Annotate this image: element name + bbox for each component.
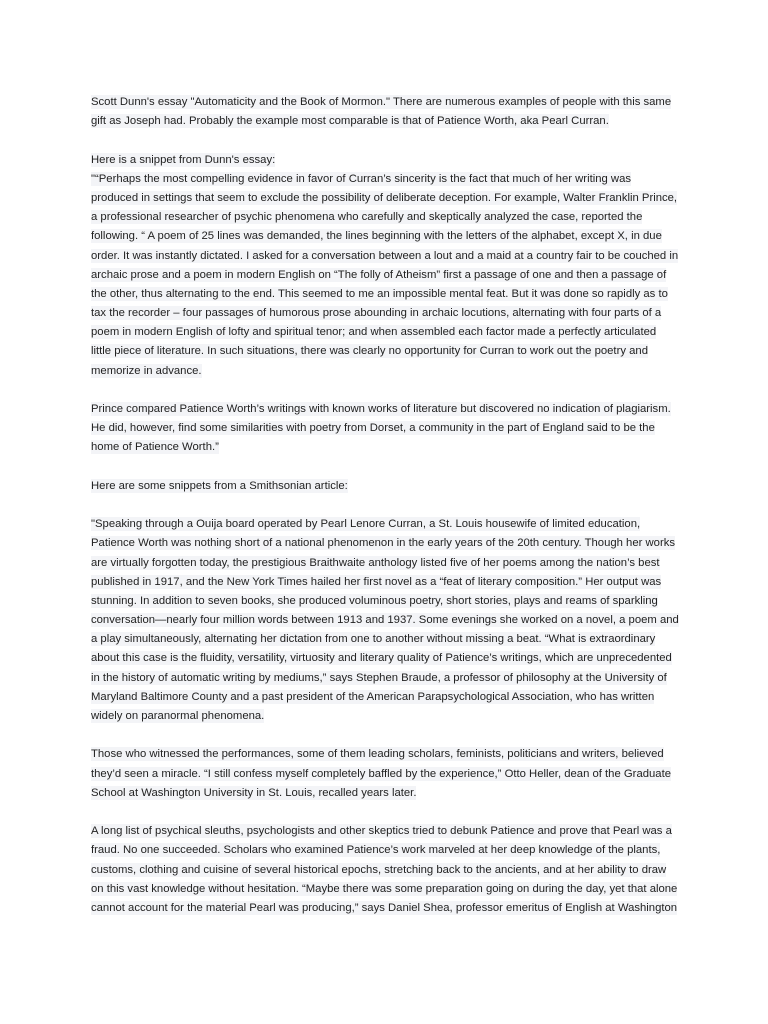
text-line-content: are virtually forgotten today, the prestigious Braithwaite anthology listed five of her poems among the nation’s best (91, 556, 660, 569)
text-line-content: A long list of psychical sleuths, psychologists and other skeptics tried to debunk Patience and prove that Pearl was a (91, 825, 672, 838)
text-line (91, 304, 685, 323)
text-line (91, 880, 685, 899)
text-line (91, 362, 685, 381)
text-line-content: about this case is the fluidity, versatility, virtuosity and literary quality of Patience’s writings, which are unprecedented (91, 652, 672, 665)
text-line-content: in the history of automatic writing by mediums,” says Stephen Braude, a professor of philosophy at the University of (91, 671, 667, 684)
paragraph-gap (91, 803, 685, 822)
text-line-content: following. “ A poem of 25 lines was demanded, the lines beginning with the letters of the alphabet, except X, in due (91, 230, 662, 243)
text-line (91, 342, 685, 361)
text-line-content: gift as Joseph had. Probably the example most comparable is that of Patience Worth, aka Pearl Curran. (91, 115, 609, 128)
paragraph (91, 151, 685, 381)
text-line-content: Here is a snippet from Dunn's essay: (91, 153, 276, 166)
text-line (91, 669, 685, 688)
text-line-content: memorize in advance. (91, 364, 202, 377)
text-line (91, 93, 685, 112)
text-line (91, 861, 685, 880)
text-line (91, 592, 685, 611)
text-line-content: home of Patience Worth.” (91, 441, 219, 454)
text-line-content: He did, however, find some similarities with poetry from Dorset, a community in the part of England said to be the (91, 422, 655, 435)
text-line-content: Prince compared Patience Worth’s writings with known works of literature but discovered no indication of plagiarism. (91, 403, 671, 415)
text-line (91, 822, 685, 841)
text-line-content: widely on paranormal phenomena. (91, 710, 265, 722)
text-line (91, 784, 685, 803)
text-line (91, 438, 685, 457)
paragraph-gap (91, 496, 685, 515)
text-line-content: Maryland Baltimore County and a past president of the American Parapsychological Association, who has written (91, 690, 655, 703)
text-line (91, 400, 685, 419)
paragraph (91, 745, 685, 803)
text-line-content: archaic prose and a poem in modern English on “The folly of Atheism” first a passage of one and then a passage of (91, 268, 667, 281)
text-line-content: "“Perhaps the most compelling evidence in favor of Curran’s sincerity is the fact that much of her writing was (91, 172, 632, 185)
text-line-content: produced in settings that seem to exclude the possibility of deliberate deception. For example, Walter Franklin Prince, (91, 191, 678, 204)
paragraph-gap (91, 131, 685, 150)
text-line (91, 189, 685, 208)
text-line (91, 688, 685, 707)
text-line-content: published in 1917, and the New York Times hailed her first novel as a “feat of literary composition.” Her output was (91, 575, 662, 588)
text-line (91, 630, 685, 649)
paragraph-gap (91, 381, 685, 400)
text-line (91, 208, 685, 227)
text-line (91, 323, 685, 342)
text-line-content: poem in modern English of lofty and spiritual tenor; and when assembled each factor made a perfectly articulated (91, 326, 657, 339)
text-line-content: stunning. In addition to seven books, she produced voluminous poetry, short stories, plays and reams of sparkling (91, 594, 658, 607)
paragraph (91, 477, 685, 496)
text-line (91, 611, 685, 630)
text-line-content: Scott Dunn's essay "Automaticity and the Book of Mormon." There are numerous examples of people with this same (91, 96, 672, 108)
text-line (91, 151, 685, 170)
text-line (91, 515, 685, 534)
text-line (91, 227, 685, 246)
text-line-content: Those who witnessed the performances, some of them leading scholars, feminists, politicians and writers, believed (91, 748, 664, 761)
text-line (91, 573, 685, 592)
text-line (91, 266, 685, 285)
text-line-content: School at Washington University in St. Louis, recalled years later. (91, 786, 417, 799)
text-line-content: the other, thus alternating to the end. This seemed to me an impossible mental feat. But it was done so rapidly as to (91, 287, 668, 300)
text-line-content: they’d seen a miracle. “I still confess myself completely baffled by the experience,” Otto Heller, dean of the Graduate (91, 767, 671, 780)
text-line (91, 745, 685, 764)
text-line (91, 247, 685, 266)
text-line (91, 841, 685, 860)
text-line-content: little piece of literature. In such situations, there was clearly no opportunity for Curran to work out the poetry and (91, 345, 648, 358)
text-line-content: a professional researcher of psychic phenomena who carefully and skeptically analyzed the case, reported the (91, 211, 643, 224)
text-line (91, 112, 685, 131)
text-line (91, 170, 685, 189)
text-line (91, 477, 685, 496)
text-line (91, 707, 685, 726)
paragraph (91, 93, 685, 131)
text-line (91, 899, 685, 918)
text-line (91, 285, 685, 304)
text-line-content: order. It was instantly dictated. I asked for a conversation between a lout and a maid at a country fair to be couched in (91, 249, 679, 262)
paragraph (91, 515, 685, 726)
paragraph (91, 400, 685, 458)
text-line-content: Here are some snippets from a Smithsonian article: (91, 479, 348, 492)
text-line-content: "Speaking through a Ouija board operated by Pearl Lenore Curran, a St. Louis housewife of limited education, (91, 518, 641, 531)
document-page (91, 93, 685, 918)
text-line-content: tax the recorder – four passages of humorous prose abounding in archaic locutions, alternating with four parts of a (91, 307, 662, 320)
text-line-content: customs, clothing and cuisine of several historical epochs, stretching back to the ancients, and at her ability to draw (91, 863, 667, 876)
text-line-content: Patience Worth was nothing short of a national phenomenon in the early years of the 20th century. Though her works (91, 537, 676, 550)
paragraph-gap (91, 726, 685, 745)
text-line (91, 649, 685, 668)
text-line (91, 534, 685, 553)
text-line (91, 765, 685, 784)
text-line-content: cannot account for the material Pearl was producing,” says Daniel Shea, professor emeritus of English at Washington (91, 901, 678, 914)
text-line (91, 554, 685, 573)
text-line-content: fraud. No one succeeded. Scholars who examined Patience’s work marveled at her deep knowledge of the plants, (91, 844, 661, 857)
paragraph (91, 822, 685, 918)
text-line (91, 419, 685, 438)
text-line-content: conversation—nearly four million words between 1913 and 1937. Some evenings she worked on a novel, a poem and (91, 614, 679, 627)
text-line-content: on this vast knowledge without hesitation. “Maybe there was some preparation going on during the day, yet that alone (91, 882, 678, 895)
text-line-content: a play simultaneously, alternating her dictation from one to another without missing a beat. “What is extraordinary (91, 633, 656, 646)
paragraph-gap (91, 458, 685, 477)
